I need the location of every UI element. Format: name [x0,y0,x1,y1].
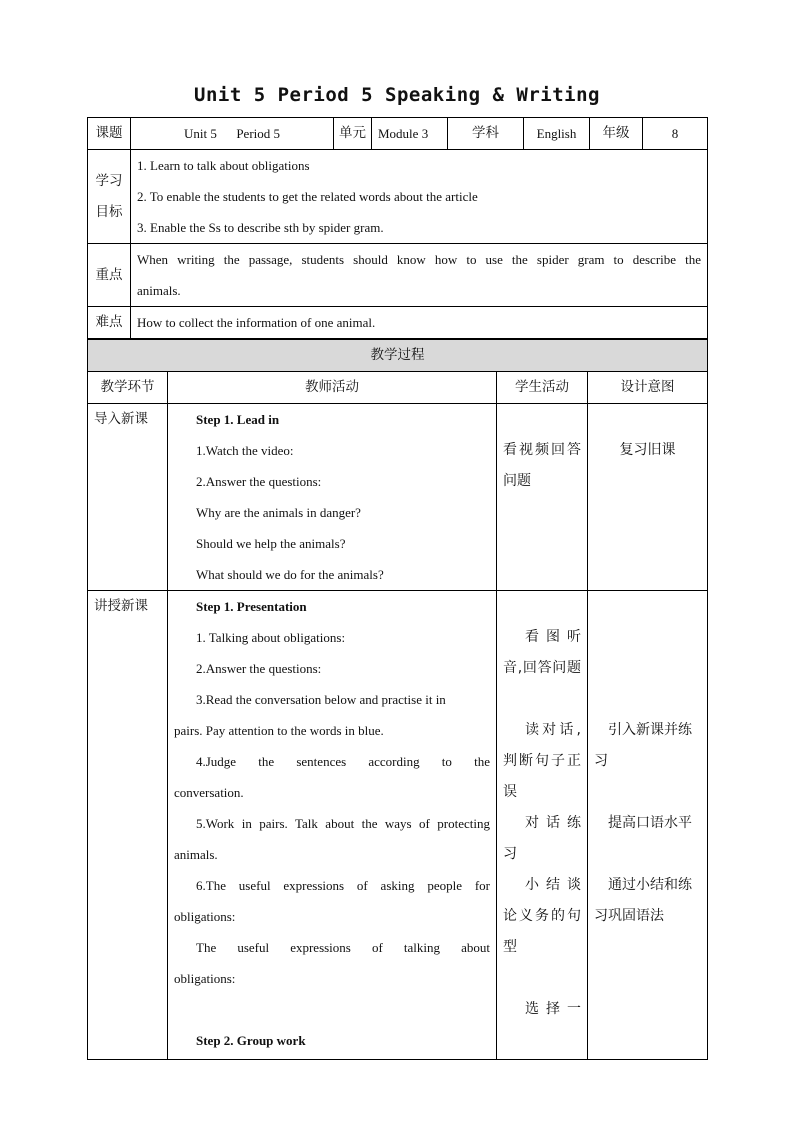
col-purpose-header: 设计意图 [588,372,708,404]
goal-item: 3. Enable the Ss to describe sth by spider gram. [137,220,384,235]
lead-in-line: Should we help the animals? [196,536,346,551]
purpose-line: 习 [594,753,608,769]
purpose-line: 通过小结和练 [608,877,692,893]
lead-in-line: 2.Answer the questions: [196,474,322,489]
subject-label: 学科 [448,118,524,150]
group-work-step: Step 2. Group work [196,1033,306,1048]
page-title: Unit 5 Period 5 Speaking & Writing [194,84,600,106]
presentation-line: The useful expressions of talking about [196,940,490,955]
key-points-content [131,244,708,307]
presentation-line: conversation. [174,785,244,800]
lead-in-student-line2: 问题 [503,473,531,489]
goals-label-line1: 学习 [95,172,123,189]
col-stage-header: 教学环节 [88,372,168,404]
student-line: 判断句子正 [503,753,581,769]
student-line: 小结谈 [525,877,581,893]
lead-in-step: Step 1. Lead in [196,412,280,427]
goals-label-line2: 目标 [95,203,123,220]
goals-content [131,150,708,244]
goal-item: 2. To enable the students to get the related words about the article [137,189,478,204]
presentation-line: pairs. Pay attention to the words in blue. [174,723,384,738]
col-teacher-header: 教师活动 [168,372,497,404]
goals-label [88,150,131,244]
lead-in-purpose [588,404,708,591]
topic-value: Unit 5 Period 5 [131,118,334,150]
presentation-line: obligations: [174,909,236,924]
unit-value: Module 3 [372,118,448,150]
grade-label: 年级 [590,118,643,150]
lead-in-student-line1: 看视频回答 [503,442,581,458]
lead-in-line: Why are the animals in danger? [196,505,361,520]
student-line: 音,回答问题 [503,660,581,676]
difficult-points-content: How to collect the information of one animal. [131,307,708,339]
purpose-line: 习巩固语法 [594,908,664,924]
student-line: 看图听 [525,629,581,645]
student-line: 习 [503,846,517,862]
topic-label: 课题 [88,118,131,150]
lead-in-stage: 导入新课 [88,404,168,591]
lead-in-purpose-text: 复习旧课 [619,442,676,458]
new-lesson-teacher-activity [168,591,497,1060]
presentation-line: 6.The useful expressions of asking people for [196,878,490,893]
new-lesson-stage: 讲授新课 [88,591,168,1060]
col-student-header: 学生活动 [497,372,588,404]
process-header: 教学过程 [88,340,708,372]
key-points-label: 重点 [88,244,131,307]
grade-value: 8 [643,118,708,150]
key-points-line1: When writing the passage, students should know how to use the spider gram to describe the [137,252,701,267]
presentation-line: 1. Talking about obligations: [196,630,346,645]
purpose-line: 提高口语水平 [608,815,692,831]
lead-in-teacher-activity [168,404,497,591]
teaching-process-table [87,339,708,1060]
lesson-info-table [87,117,708,339]
presentation-step: Step 1. Presentation [196,599,307,614]
presentation-line: 3.Read the conversation below and practise it in [196,692,446,707]
presentation-line: 4.Judge the sentences according to the [196,754,490,769]
goal-item: 1. Learn to talk about obligations [137,158,310,173]
key-points-line2: animals. [137,283,181,298]
new-lesson-student-activity [497,591,588,1060]
student-line: 对话练 [525,815,581,831]
student-line: 论义务的句 [503,908,581,924]
purpose-line: 引入新课并练 [608,722,692,738]
presentation-line: 2.Answer the questions: [196,661,322,676]
unit-label: 单元 [334,118,372,150]
presentation-line: 5.Work in pairs. Talk about the ways of protecting [196,816,490,831]
student-line: 误 [503,784,517,800]
student-line: 选择一 [525,1001,581,1017]
lead-in-line: What should we do for the animals? [196,567,384,582]
presentation-line: obligations: [174,971,236,986]
new-lesson-purpose [588,591,708,1060]
lead-in-student-activity [497,404,588,591]
difficult-points-label: 难点 [88,307,131,339]
lead-in-line: 1.Watch the video: [196,443,294,458]
student-line: 读对话, [525,722,581,738]
subject-value: English [524,118,590,150]
presentation-line: animals. [174,847,218,862]
student-line: 型 [503,939,517,955]
